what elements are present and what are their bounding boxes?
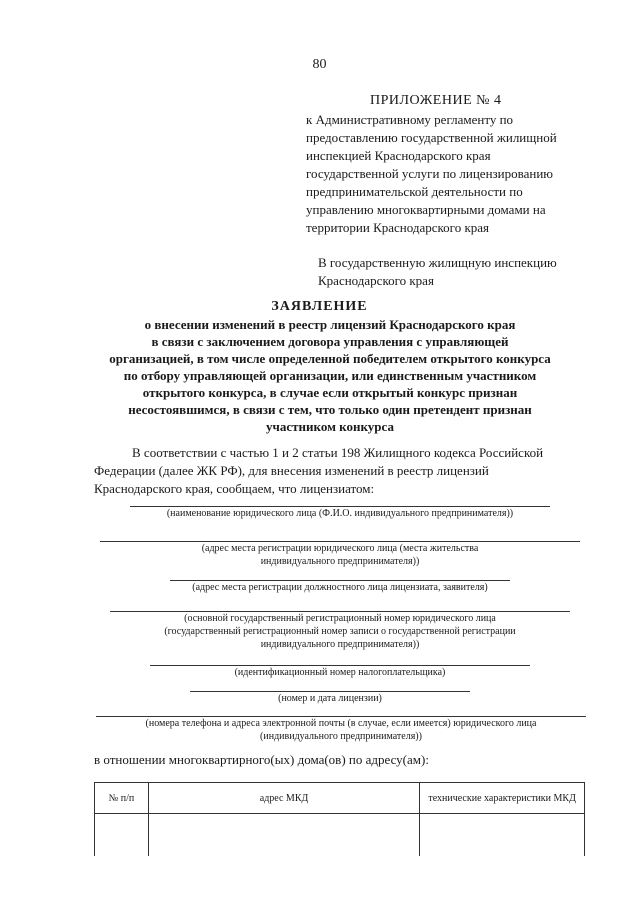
header-characteristics: технические характеристики МКД xyxy=(420,783,585,814)
field-caption: (индивидуального предпринимателя)) xyxy=(260,731,422,742)
table-cell[interactable] xyxy=(95,814,149,857)
subtitle-line: по отбору управляющей организации, или единственным участником xyxy=(123,368,537,383)
annex-line: предпринимательской деятельности по xyxy=(306,184,523,199)
page-number: 80 xyxy=(312,57,327,72)
name-field[interactable] xyxy=(130,506,550,520)
inn-field[interactable] xyxy=(150,665,530,679)
field-caption: (наименование юридического лица (Ф.И.О. индивидуального предпринимателя)) xyxy=(166,508,514,519)
table-cell[interactable] xyxy=(420,814,585,857)
field-caption: (адрес места регистрации должностного лица лицензиата, заявителя) xyxy=(192,582,488,593)
addressee-line: Краснодарского края xyxy=(318,273,434,288)
registration-address-field[interactable] xyxy=(100,541,580,568)
table-header-row xyxy=(95,783,585,814)
addressee-block xyxy=(318,254,608,290)
annex-line: территории Краснодарского края xyxy=(306,220,490,235)
body-line: В соответствии с частью 1 и 2 статьи 198 Жилищного кодекса Российской xyxy=(132,445,544,460)
addressee-line: В государственную жилищную инспекцию xyxy=(318,255,557,270)
annex-line: предоставлению государственной жилищной xyxy=(306,130,557,145)
mkd-table xyxy=(94,782,585,856)
subtitle-line: несостоявшимся, в связи с тем, что только один претендент признан xyxy=(128,402,532,417)
subtitle-line: о внесении изменений в реестр лицензий Краснодарского края xyxy=(144,317,516,332)
application-subtitle xyxy=(100,316,560,435)
field-caption: (основной государственный регистрационный номер юридического лица xyxy=(184,613,496,624)
annex-block xyxy=(306,92,606,237)
license-field[interactable] xyxy=(190,691,470,705)
subtitle-line: в связи с заключением договора управления с управляющей xyxy=(151,334,509,349)
annex-line: к Административному регламенту по xyxy=(306,112,514,127)
body-line: Федерации (далее ЖК РФ), для внесения изменений в реестр лицензий xyxy=(94,463,489,478)
annex-title: ПРИЛОЖЕНИЕ № 4 xyxy=(370,93,502,108)
subtitle-line: участником конкурса xyxy=(266,419,394,434)
annex-line: инспекцией Краснодарского края xyxy=(306,148,491,163)
annex-line: государственной услуги по лицензированию xyxy=(306,166,553,181)
official-address-field[interactable] xyxy=(170,580,510,594)
header-address: адрес МКД xyxy=(148,783,419,814)
field-caption: (номер и дата лицензии) xyxy=(278,693,382,704)
contacts-field[interactable] xyxy=(96,716,586,743)
table-row xyxy=(95,814,585,857)
field-caption: индивидуального предпринимателя)) xyxy=(260,556,420,567)
field-caption: (государственный регистрационный номер записи о государственной регистрации xyxy=(164,626,516,637)
annex-line: управлению многоквартирными домами на xyxy=(306,202,546,217)
field-caption: (адрес места регистрации юридического лица (места жительства xyxy=(201,543,479,554)
application-title: ЗАЯВЛЕНИЕ xyxy=(271,299,368,314)
subtitle-line: организацией, в том числе определенной победителем открытого конкурса xyxy=(109,351,551,366)
body-line: Краснодарского края, сообщаем, что лицензиатом: xyxy=(94,481,375,496)
subtitle-line: открытого конкурса, в случае если открытый конкурс признан xyxy=(142,385,518,400)
field-caption: (идентификационный номер налогоплательщика) xyxy=(234,667,446,678)
ogrn-field[interactable] xyxy=(110,611,570,651)
header-number: № п/п xyxy=(95,783,149,814)
regarding-text: в отношении многоквартирного(ых) дома(ов) по адресу(ам): xyxy=(94,752,429,767)
field-caption: (номера телефона и адреса электронной почты (в случае, если имеется) юридического лица xyxy=(145,718,537,729)
field-caption: индивидуального предпринимателя)) xyxy=(260,639,420,650)
body-paragraph xyxy=(94,444,584,498)
table-cell[interactable] xyxy=(148,814,419,857)
